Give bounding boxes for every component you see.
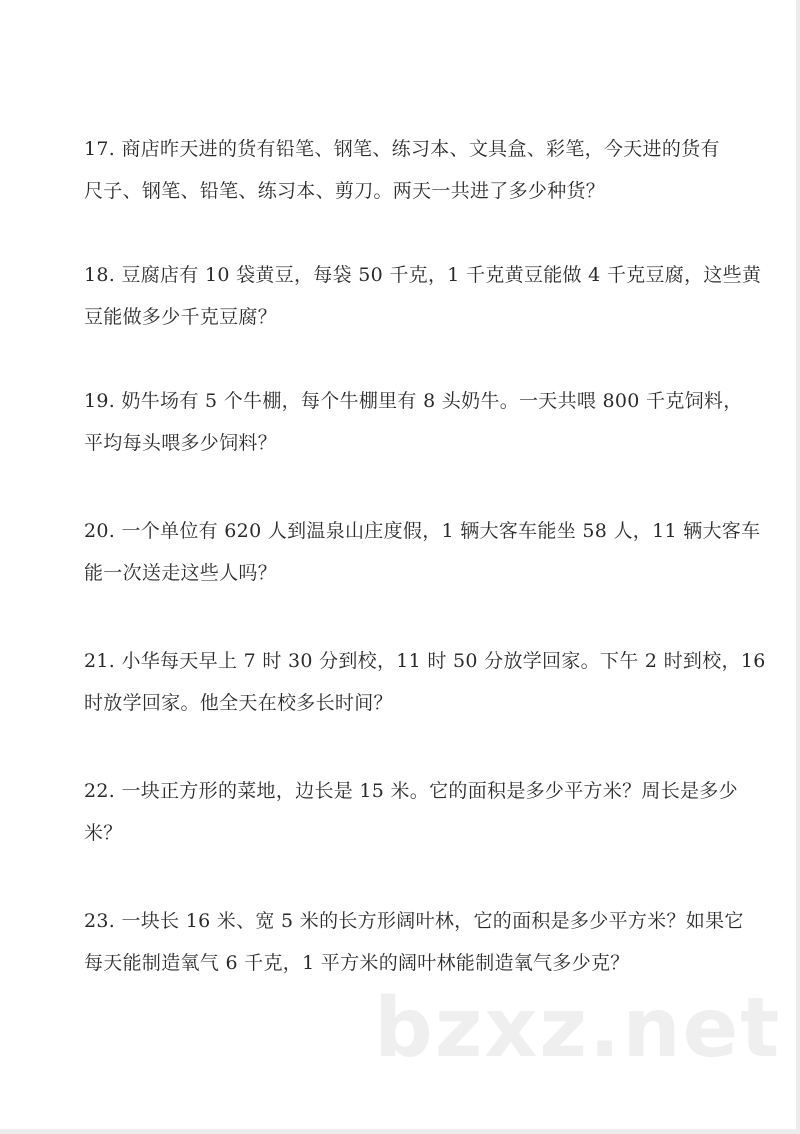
- question-22-line-2: 米？: [84, 822, 123, 844]
- question-18: [84, 254, 762, 338]
- question-19: [84, 380, 743, 464]
- question-23-line-2: 每天能制造氧气 6 千克，1 平方米的阔叶林能制造氧气多少克？: [84, 952, 630, 974]
- question-20-line-1: 20. 一个单位有 620 人到温泉山庄度假，1 辆大客车能坐 58 人，11 辆大客车: [84, 520, 761, 542]
- question-18-line-1: 18. 豆腐店有 10 袋黄豆，每袋 50 千克，1 千克黄豆能做 4 千克豆腐，这些黄: [84, 264, 762, 286]
- question-20: [84, 510, 761, 594]
- question-21-line-2: 时放学回家。他全天在校多长时间？: [84, 692, 393, 714]
- question-23-line-1: 23. 一块长 16 米、宽 5 米的长方形阔叶林，它的面积是多少平方米？如果它: [84, 910, 744, 932]
- watermark: bzxz.net: [374, 981, 782, 1076]
- question-19-line-2: 平均每头喂多少饲料？: [84, 432, 278, 454]
- question-17-line-2: 尺子、钢笔、铅笔、练习本、剪刀。两天一共进了多少种货？: [84, 180, 606, 202]
- question-17-line-1: 17. 商店昨天进的货有铅笔、钢笔、练习本、文具盒、彩笔，今天进的货有: [84, 138, 720, 160]
- question-20-line-2: 能一次送走这些人吗？: [84, 562, 278, 584]
- question-21: [84, 640, 766, 724]
- question-17: [84, 128, 724, 212]
- question-23: [84, 900, 744, 984]
- question-22-line-1: 22. 一块正方形的菜地，边长是 15 米。它的面积是多少平方米？周长是多少: [84, 780, 738, 802]
- question-18-line-2: 豆能做多少千克豆腐？: [84, 306, 278, 328]
- question-21-line-1: 21. 小华每天早上 7 时 30 分到校，11 时 50 分放学回家。下午 2 时到校，16: [84, 650, 766, 672]
- question-22: [84, 770, 738, 854]
- question-19-line-1: 19. 奶牛场有 5 个牛棚，每个牛棚里有 8 头奶牛。一天共喂 800 千克饲料，: [84, 390, 743, 412]
